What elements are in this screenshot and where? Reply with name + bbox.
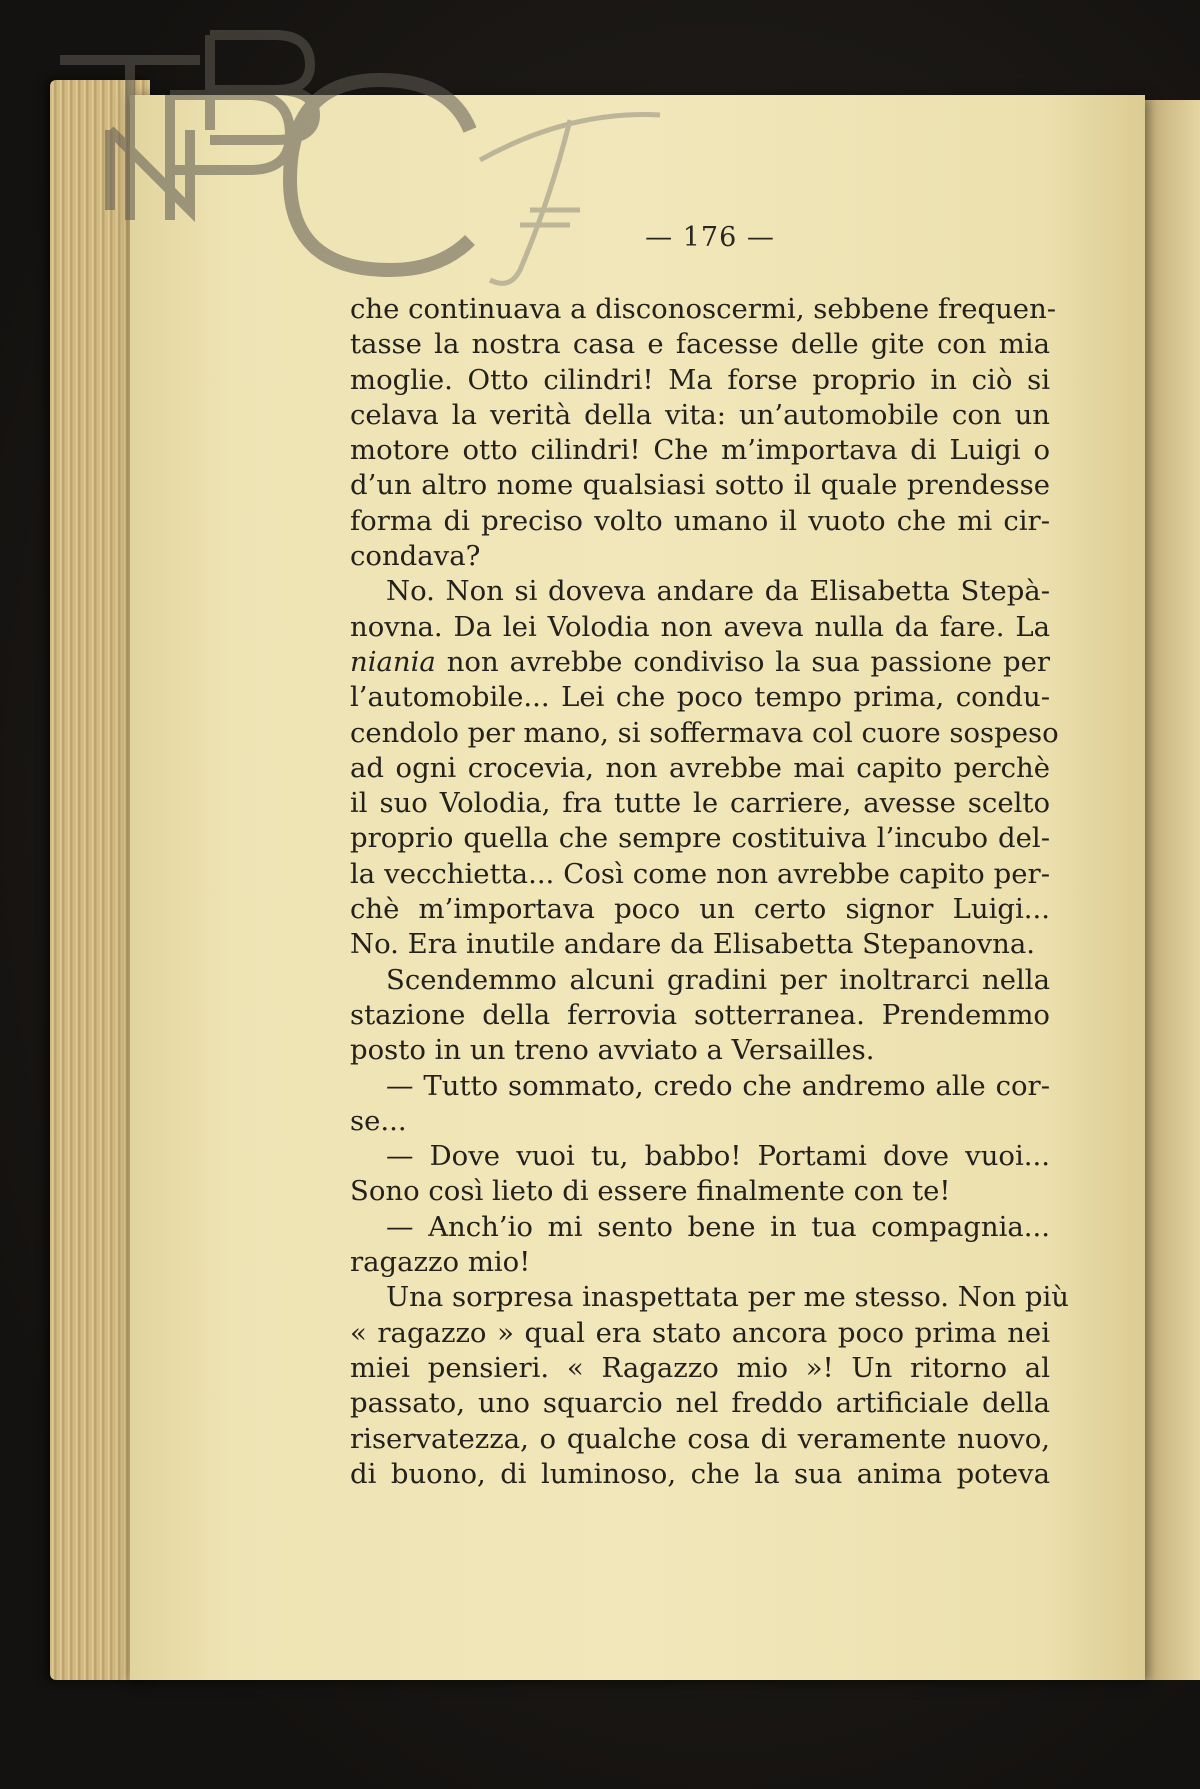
text-line: miei pensieri. « Ragazzo mio »! Un ritorno al [350,1351,1050,1384]
text-line: niania non avrebbe condiviso la sua passione per [350,645,1050,678]
text-line: — Dove vuoi tu, babbo! Portami dove vuoi... [386,1140,1050,1173]
text-line: cendolo per mano, si soffermava col cuore sospeso [350,716,1059,749]
text-line: ragazzo mio! [350,1246,531,1279]
text-line: l’automobile... Lei che poco tempo prima, condu- [350,681,1050,714]
text-line: — Anch’io mi sento bene in tua compagnia... [386,1210,1050,1243]
text-line: celava la verità della vita: un’automobile con un [350,398,1050,431]
text-line: che continuava a disconoscermi, sebbene frequen- [350,293,1057,325]
text-line: la vecchietta... Così come non avrebbe capito per- [350,857,1050,890]
text-line: il suo Volodia, fra tutte le carriere, avesse scelto [350,787,1050,820]
body-text [350,292,1069,1492]
text-line: condava? [350,540,481,573]
text-line: novna. Da lei Volodia non aveva nulla da fare. La [350,610,1050,643]
text-line: stazione della ferrovia sotterranea. Prendemmo [350,998,1050,1031]
text-line: « ragazzo » qual era stato ancora poco prima nei [350,1316,1050,1349]
text-line: — Tutto sommato, credo che andremo alle cor- [386,1069,1050,1102]
text-line: tasse la nostra casa e facesse delle gite con mia [350,328,1050,361]
text-line: No. Era inutile andare da Elisabetta Stepanovna. [350,928,1035,961]
page-number: — 176 — [645,222,775,253]
italic-word: niania [350,645,436,678]
text-line: se... [350,1104,407,1137]
text-line: Sono così lieto di essere finalmente con te! [350,1175,951,1208]
text-line: posto in un treno avviato a Versailles. [350,1034,875,1067]
text-line: motore otto cilindri! Che m’importava di Luigi o [350,434,1050,467]
text-line: passato, uno squarcio nel freddo artificiale della [350,1387,1050,1420]
text-line: Una sorpresa inaspettata per me stesso. Non più [386,1281,1069,1314]
text-line: moglie. Otto cilindri! Ma forse proprio in ciò si [350,363,1050,396]
text-line: proprio quella che sempre costituiva l’incubo del- [350,822,1050,855]
text-line: d’un altro nome qualsiasi sotto il quale prendesse [350,469,1050,502]
text-line: No. Non si doveva andare da Elisabetta Stepà- [386,575,1050,608]
text-line: ad ogni crocevia, non avrebbe mai capito perchè [350,751,1050,784]
text-line: forma di preciso volto umano il vuoto che mi cir- [350,504,1050,537]
text-line: riservatezza, o qualche cosa di veramente nuovo, [350,1422,1050,1455]
text-line: di buono, di luminoso, che la sua anima poteva [350,1457,1050,1490]
next-page-edge [1140,100,1200,1680]
text-line: chè m’importava poco un certo signor Luigi... [350,893,1050,926]
text-line: Scendemmo alcuni gradini per inoltrarci nella [386,963,1050,996]
